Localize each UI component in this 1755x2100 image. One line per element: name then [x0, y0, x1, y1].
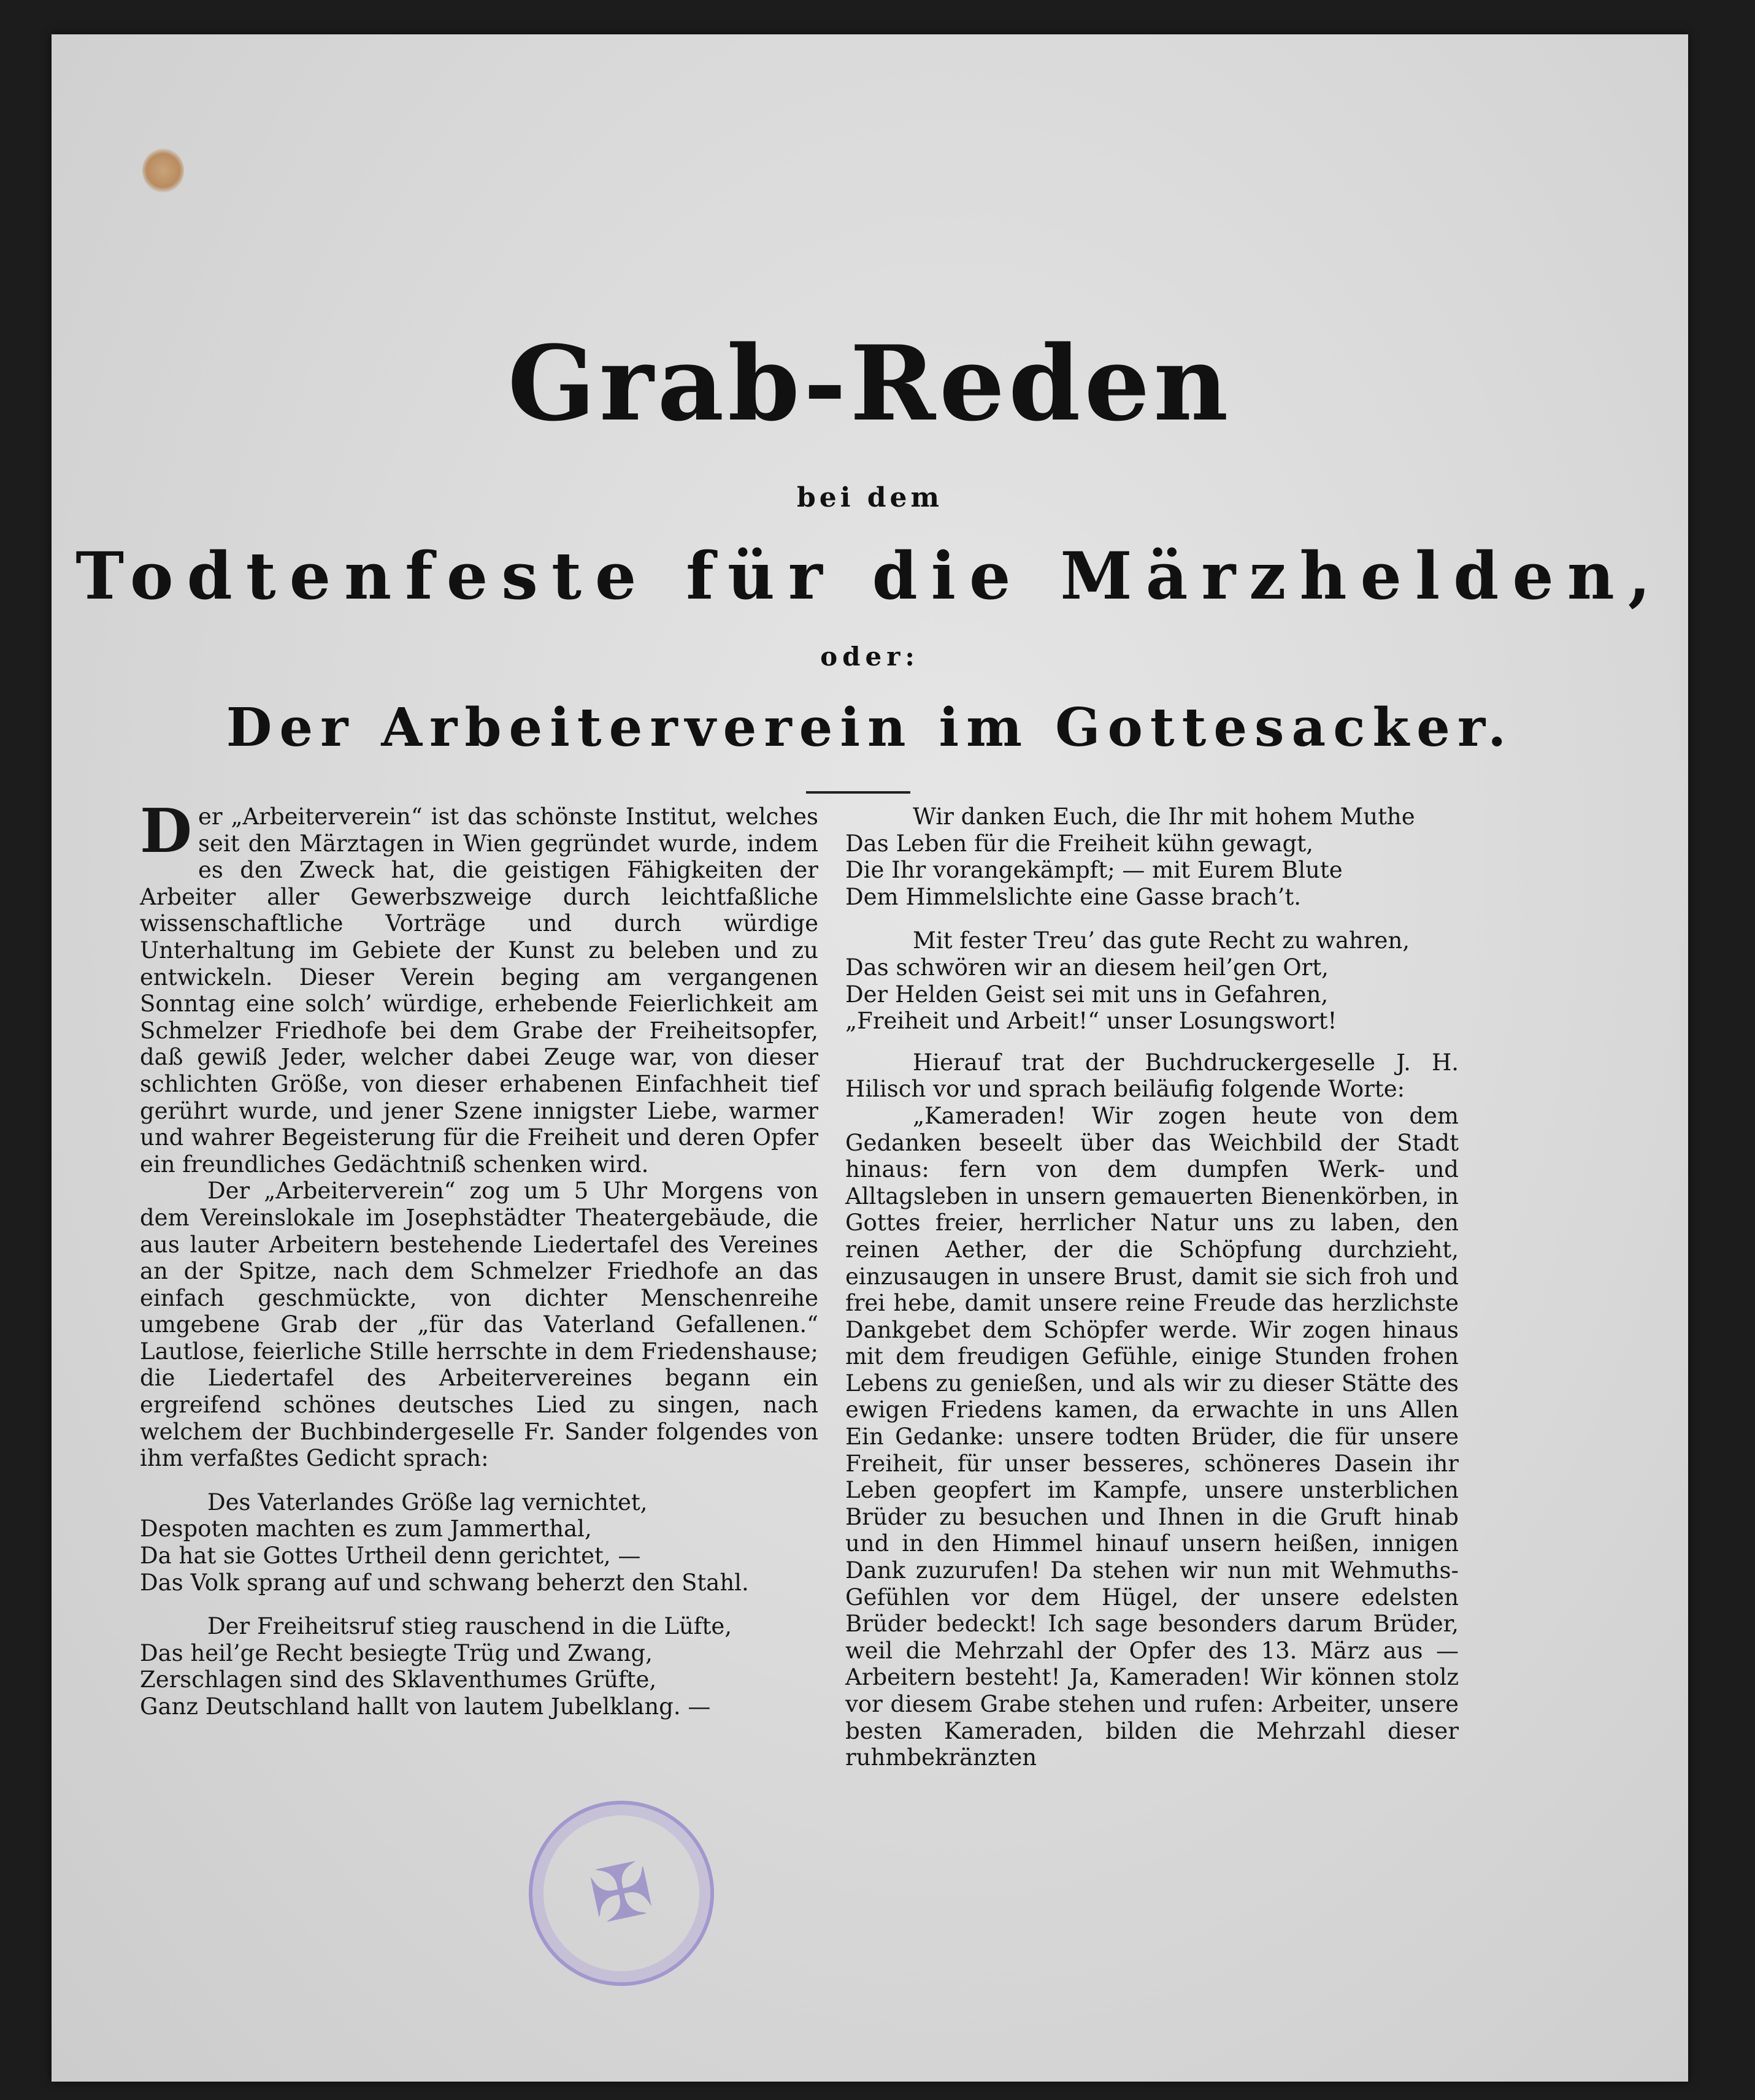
poem-stanza-3	[845, 803, 1459, 910]
title-todtenfeste: Todtenfeste für die Märzhelden,	[75, 537, 1664, 614]
main-title: Grab-Reden	[507, 323, 1232, 444]
subtitle-oder: oder:	[820, 642, 920, 672]
paper-stain	[142, 148, 184, 193]
poem-line: „Freiheit und Arbeit!“ unser Losungswort!	[845, 1008, 1337, 1035]
poem-line: Der Helden Geist sei mit uns in Gefahren,	[845, 981, 1329, 1008]
poem-stanza-4	[845, 927, 1459, 1034]
poem-line: Der Freiheitsruf stieg rauschend in die Lüfte,	[207, 1613, 732, 1640]
poem-line: Wir danken Euch, die Ihr mit hohem Muthe	[913, 803, 1415, 830]
poem-line: Da hat sie Gottes Urtheil denn gerichtet, —	[140, 1542, 641, 1569]
poem-stanza-1	[140, 1489, 818, 1596]
paragraph-speech: „Kameraden! Wir zogen heute von dem Gedanken beseelt über das Weichbild der Stadt hinaus: fern von dem dumpfen Werk- und Alltagsleben in unsern gemauerten Bienenkörben, in Gottes freier, herrlicher Natur uns zu laben, den reinen Aether, der die Schöpfung durchzieht, einzusaugen in unsere Brust, damit sie sich froh und frei hebe, damit unsere reine Freude das herzlichste Dankgebet dem Schöpfer werde. Wir zogen hinaus mit dem freudigen Gefühle, einige Stunden frohen Lebens zu genießen, und als wir zu dieser Stätte des ewigen Friedens kamen, da erwachte in uns Allen Ein Gedanke: unsere todten Brüder, die für unsere Freiheit, für unser besseres, schöneres Dasein ihr Leben geopfert im Kampfe, unsere unsterblichen Brüder zu besuchen und Ihnen in die Gruft hinab und in den Himmel hinauf unsern heißen, innigen Dank zuzurufen! Da stehen wir nun mit Wehmuths-Gefühlen vor dem Hügel, der unsere edelsten Brüder bedeckt! Ich sage besonders darum Brüder, weil die Mehrzahl der Opfer des 13. März aus — Arbeitern besteht! Ja, Kameraden! Wir können stolz vor diesem Grabe stehen und rufen: Arbeiter, unsere besten Kameraden, bilden die Mehrzahl dieser ruhmbekränzten	[845, 1102, 1459, 1771]
poem-line: Dem Himmelslichte eine Gasse brach’t.	[845, 883, 1301, 910]
poem-line: Zerschlagen sind des Sklaventhumes Grüfte,	[140, 1666, 657, 1693]
paragraph-procession: Der „Arbeiterverein“ zog um 5 Uhr Morgens von dem Vereinslokale im Josephstädter Theatergebäude, die aus lauter Arbeitern bestehende Liedertafel des Vereines an der Spitze, nach dem Schmelzer Friedhofe an das einfach geschmückte, von dichter Menschenreihe umgebene Grab der „für das Vaterland Gefallenen.“ Lautlose, feierliche Stille herrschte in dem Friedenshause; die Liedertafel des Arbeitervereines begann ein ergreifend schönes deutsches Lied zu singen, nach welchem der Buchbindergeselle Fr. Sander folgendes von ihm verfaßtes Gedicht sprach:	[140, 1178, 818, 1472]
title-arbeiterverein: Der Arbeiterverein im Gottesacker.	[226, 697, 1514, 759]
title-divider	[806, 791, 910, 794]
poem-line: Das Leben für die Freiheit kühn gewagt,	[845, 830, 1313, 857]
poem-stanza-2	[140, 1613, 818, 1720]
poem-line: Das Volk sprang auf und schwang beherzt den Stahl.	[140, 1569, 749, 1596]
poem-line: Mit fester Treu’ das gute Recht zu wahren,	[913, 927, 1410, 954]
poem-line: Des Vaterlandes Größe lag vernichtet,	[207, 1489, 648, 1516]
poem-line: Ganz Deutschland hallt von lautem Jubelklang. —	[140, 1693, 711, 1720]
drop-cap: D	[140, 796, 192, 867]
subtitle-bei-dem: bei dem	[796, 482, 943, 513]
paragraph-intro-text: er „Arbeiterverein“ ist das schönste Institut, welches seit den Märztagen in Wien gegründet wurde, indem es den Zweck hat, die geistigen Fähigkeiten der Arbeiter aller Gewerbszweige durch leichtfaßliche wissenschaftliche Vorträge und durch würdige Unterhaltung im Gebiete der Kunst zu beleben und zu entwickeln. Dieser Verein beging am vergangenen Sonntag eine solch’ würdige, erhebende Feierlichkeit am Schmelzer Friedhofe bei dem Grabe der Freiheitsopfer, daß gewiß Jeder, welcher dabei Zeuge war, von dieser schlichten Größe, von dieser erhabenen Einfachheit tief gerührt wurde, und jener Szene innigster Liebe, warmer und wahrer Begeisterung für die Freiheit und deren Opfer ein freundliches Gedächtniß schenken wird.	[140, 803, 818, 1178]
poem-line: Das schwören wir an diesem heil’gen Ort,	[845, 954, 1329, 981]
eagle-stamp-icon: ✠	[582, 1845, 661, 1942]
poem-line: Despoten machten es zum Jammerthal,	[140, 1516, 592, 1542]
right-column	[845, 803, 1459, 1771]
left-column	[140, 796, 818, 1720]
paragraph-intro	[140, 796, 818, 1178]
poem-line: Die Ihr vorangekämpft; — mit Eurem Blute	[845, 857, 1343, 884]
paragraph-hilisch: Hierauf trat der Buchdruckergeselle J. H. Hilisch vor und sprach beiläufig folgende Worte:	[845, 1049, 1459, 1103]
poem-line: Das heil’ge Recht besiegte Trüg und Zwang,	[140, 1639, 653, 1666]
